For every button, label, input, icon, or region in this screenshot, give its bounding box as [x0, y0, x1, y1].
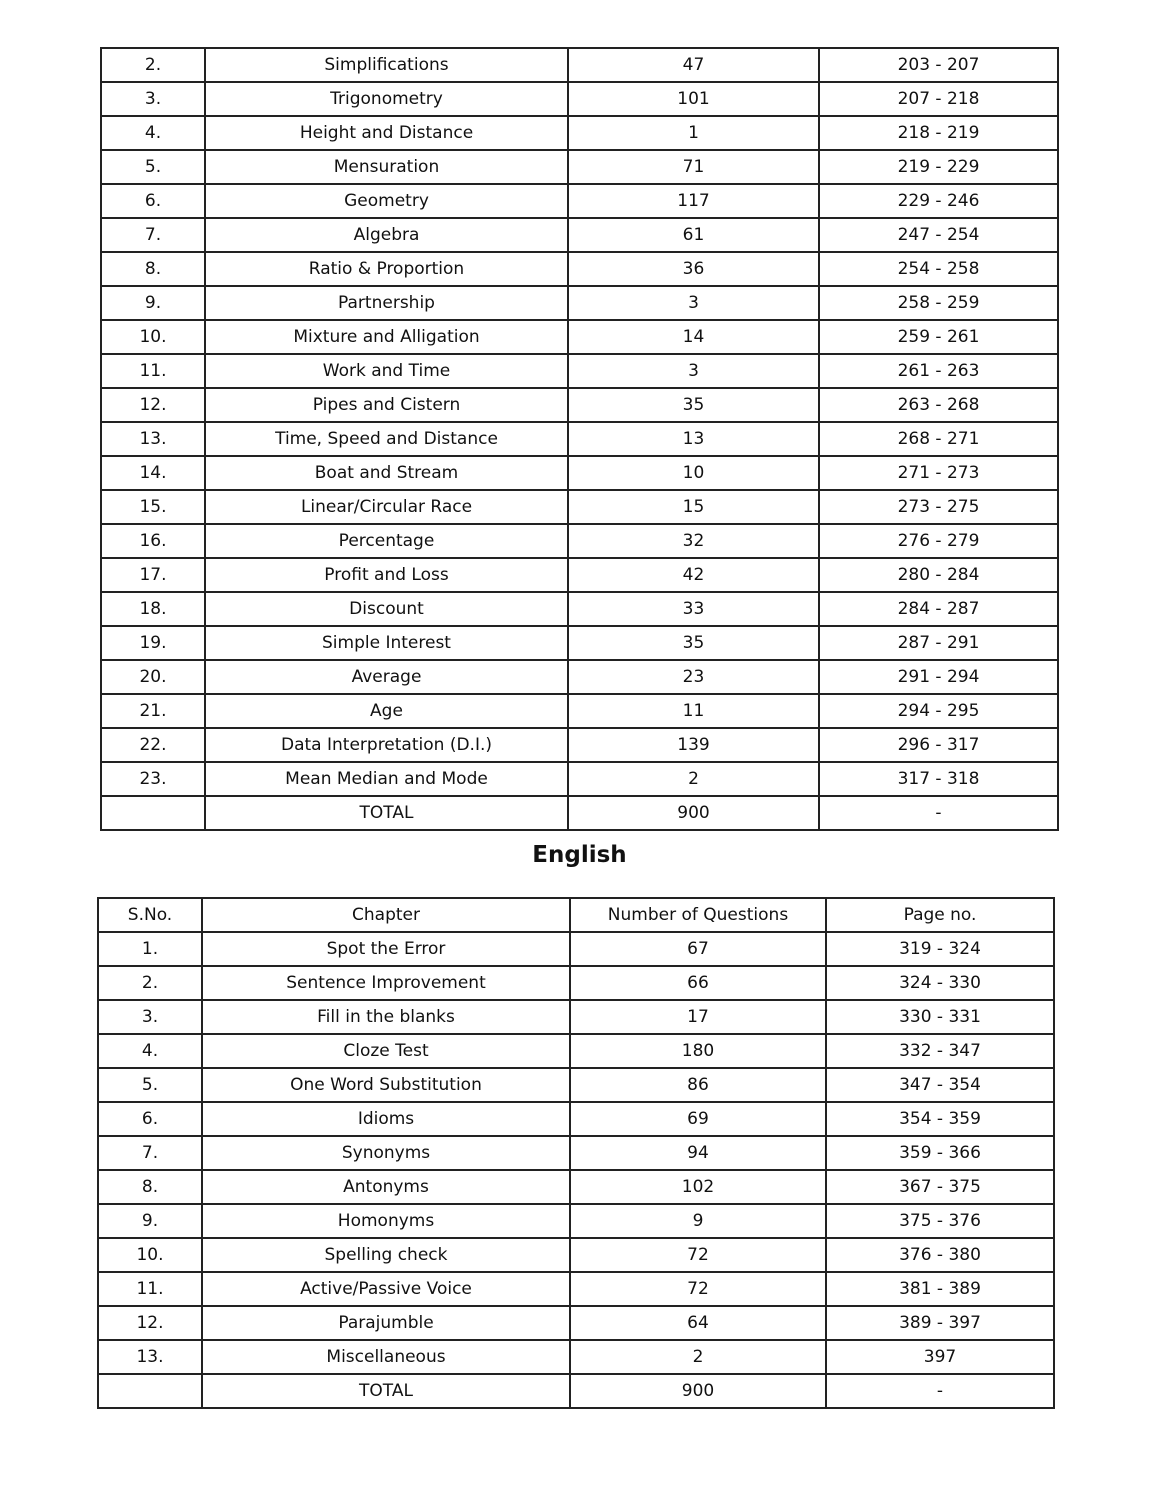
table-row [98, 1000, 1054, 1034]
table-row [101, 626, 1058, 660]
row-sno: 3. [98, 1000, 202, 1034]
row-questions: 102 [570, 1170, 826, 1204]
row-chapter: Height and Distance [205, 116, 568, 150]
table-row [101, 796, 1058, 830]
table-row [98, 1374, 1054, 1408]
row-pages: 284 - 287 [819, 592, 1058, 626]
row-sno: 23. [101, 762, 205, 796]
row-sno: 17. [101, 558, 205, 592]
row-chapter: One Word Substitution [202, 1068, 570, 1102]
table-row [101, 490, 1058, 524]
table-row [98, 966, 1054, 1000]
row-questions: 86 [570, 1068, 826, 1102]
table-row [101, 184, 1058, 218]
row-sno: 4. [98, 1034, 202, 1068]
row-pages: 261 - 263 [819, 354, 1058, 388]
row-pages: 291 - 294 [819, 660, 1058, 694]
table-row [101, 456, 1058, 490]
row-pages: 258 - 259 [819, 286, 1058, 320]
row-chapter: Work and Time [205, 354, 568, 388]
row-chapter: Percentage [205, 524, 568, 558]
row-sno: 20. [101, 660, 205, 694]
row-pages: 381 - 389 [826, 1272, 1054, 1306]
table-row [101, 592, 1058, 626]
row-sno: 4. [101, 116, 205, 150]
row-pages: 276 - 279 [819, 524, 1058, 558]
row-pages: 330 - 331 [826, 1000, 1054, 1034]
table-row [101, 286, 1058, 320]
table-row [98, 1170, 1054, 1204]
row-sno: 3. [101, 82, 205, 116]
row-questions: 900 [568, 796, 819, 830]
row-questions: 11 [568, 694, 819, 728]
header-pages: Page no. [826, 898, 1054, 932]
row-pages: 324 - 330 [826, 966, 1054, 1000]
row-questions: 14 [568, 320, 819, 354]
table-row [101, 218, 1058, 252]
row-chapter: Homonyms [202, 1204, 570, 1238]
row-questions: 67 [570, 932, 826, 966]
row-pages: 354 - 359 [826, 1102, 1054, 1136]
row-questions: 900 [570, 1374, 826, 1408]
row-chapter: Idioms [202, 1102, 570, 1136]
table-row [101, 48, 1058, 82]
table-row [98, 1306, 1054, 1340]
english-section-title: English [532, 842, 627, 868]
row-pages: 296 - 317 [819, 728, 1058, 762]
row-chapter: Fill in the blanks [202, 1000, 570, 1034]
table-row [98, 1238, 1054, 1272]
row-chapter: Synonyms [202, 1136, 570, 1170]
row-chapter: Antonyms [202, 1170, 570, 1204]
row-chapter: Sentence Improvement [202, 966, 570, 1000]
table-row [98, 1204, 1054, 1238]
row-pages: 389 - 397 [826, 1306, 1054, 1340]
row-chapter: Mensuration [205, 150, 568, 184]
table-row [101, 660, 1058, 694]
row-questions: 71 [568, 150, 819, 184]
row-questions: 69 [570, 1102, 826, 1136]
row-questions: 42 [568, 558, 819, 592]
row-chapter: TOTAL [205, 796, 568, 830]
row-questions: 13 [568, 422, 819, 456]
row-sno: 8. [98, 1170, 202, 1204]
table-row [101, 422, 1058, 456]
header-sno: S.No. [98, 898, 202, 932]
row-questions: 139 [568, 728, 819, 762]
table-row [98, 1068, 1054, 1102]
table-row [101, 388, 1058, 422]
row-questions: 23 [568, 660, 819, 694]
row-pages: 268 - 271 [819, 422, 1058, 456]
row-pages: 203 - 207 [819, 48, 1058, 82]
row-sno: 21. [101, 694, 205, 728]
row-questions: 33 [568, 592, 819, 626]
row-pages: 359 - 366 [826, 1136, 1054, 1170]
table-row [98, 1272, 1054, 1306]
row-sno: 6. [98, 1102, 202, 1136]
row-questions: 72 [570, 1238, 826, 1272]
table-row [98, 932, 1054, 966]
row-chapter: Average [205, 660, 568, 694]
row-chapter: Partnership [205, 286, 568, 320]
row-questions: 17 [570, 1000, 826, 1034]
row-chapter: Miscellaneous [202, 1340, 570, 1374]
row-chapter: Boat and Stream [205, 456, 568, 490]
table-row [98, 1034, 1054, 1068]
row-questions: 1 [568, 116, 819, 150]
row-questions: 2 [568, 762, 819, 796]
row-sno: 22. [101, 728, 205, 762]
row-pages: - [826, 1374, 1054, 1408]
row-sno: 13. [101, 422, 205, 456]
row-sno [101, 796, 205, 830]
row-questions: 72 [570, 1272, 826, 1306]
row-chapter: Trigonometry [205, 82, 568, 116]
row-questions: 35 [568, 388, 819, 422]
row-pages: 319 - 324 [826, 932, 1054, 966]
table-row [101, 150, 1058, 184]
row-pages: - [819, 796, 1058, 830]
row-sno: 10. [101, 320, 205, 354]
row-sno: 11. [101, 354, 205, 388]
row-pages: 219 - 229 [819, 150, 1058, 184]
row-pages: 207 - 218 [819, 82, 1058, 116]
row-questions: 94 [570, 1136, 826, 1170]
row-pages: 280 - 284 [819, 558, 1058, 592]
row-pages: 347 - 354 [826, 1068, 1054, 1102]
row-questions: 66 [570, 966, 826, 1000]
table-row [101, 762, 1058, 796]
row-chapter: Pipes and Cistern [205, 388, 568, 422]
row-chapter: Simple Interest [205, 626, 568, 660]
row-pages: 376 - 380 [826, 1238, 1054, 1272]
row-sno: 5. [101, 150, 205, 184]
row-questions: 47 [568, 48, 819, 82]
row-pages: 273 - 275 [819, 490, 1058, 524]
row-chapter: Age [205, 694, 568, 728]
table-row [101, 524, 1058, 558]
table-row [101, 354, 1058, 388]
row-sno: 14. [101, 456, 205, 490]
row-pages: 397 [826, 1340, 1054, 1374]
header-chapter: Chapter [202, 898, 570, 932]
table-row [98, 1136, 1054, 1170]
row-sno: 19. [101, 626, 205, 660]
row-pages: 259 - 261 [819, 320, 1058, 354]
table-row [98, 1102, 1054, 1136]
row-questions: 3 [568, 286, 819, 320]
table-row [101, 82, 1058, 116]
table-row [101, 116, 1058, 150]
row-chapter: Linear/Circular Race [205, 490, 568, 524]
row-questions: 101 [568, 82, 819, 116]
row-pages: 229 - 246 [819, 184, 1058, 218]
row-chapter: Profit and Loss [205, 558, 568, 592]
table-row [101, 728, 1058, 762]
row-questions: 35 [568, 626, 819, 660]
row-chapter: TOTAL [202, 1374, 570, 1408]
row-chapter: Parajumble [202, 1306, 570, 1340]
row-questions: 9 [570, 1204, 826, 1238]
row-sno: 2. [101, 48, 205, 82]
row-chapter: Mixture and Alligation [205, 320, 568, 354]
row-chapter: Mean Median and Mode [205, 762, 568, 796]
row-chapter: Data Interpretation (D.I.) [205, 728, 568, 762]
table-row [101, 252, 1058, 286]
row-chapter: Algebra [205, 218, 568, 252]
row-sno: 12. [101, 388, 205, 422]
table-row [101, 320, 1058, 354]
row-pages: 317 - 318 [819, 762, 1058, 796]
row-pages: 287 - 291 [819, 626, 1058, 660]
row-questions: 3 [568, 354, 819, 388]
row-chapter: Spot the Error [202, 932, 570, 966]
math-chapters-table [100, 47, 1059, 831]
row-chapter: Active/Passive Voice [202, 1272, 570, 1306]
row-pages: 294 - 295 [819, 694, 1058, 728]
row-pages: 263 - 268 [819, 388, 1058, 422]
table-header-row [98, 898, 1054, 932]
row-sno: 6. [101, 184, 205, 218]
table-row [98, 1340, 1054, 1374]
row-sno: 7. [98, 1136, 202, 1170]
row-sno: 9. [98, 1204, 202, 1238]
row-questions: 2 [570, 1340, 826, 1374]
row-pages: 254 - 258 [819, 252, 1058, 286]
header-questions: Number of Questions [570, 898, 826, 932]
table-row [101, 558, 1058, 592]
row-sno: 13. [98, 1340, 202, 1374]
row-sno: 1. [98, 932, 202, 966]
row-pages: 247 - 254 [819, 218, 1058, 252]
row-pages: 375 - 376 [826, 1204, 1054, 1238]
row-sno [98, 1374, 202, 1408]
row-chapter: Ratio & Proportion [205, 252, 568, 286]
row-sno: 8. [101, 252, 205, 286]
row-sno: 16. [101, 524, 205, 558]
row-chapter: Time, Speed and Distance [205, 422, 568, 456]
row-questions: 36 [568, 252, 819, 286]
row-chapter: Discount [205, 592, 568, 626]
table-row [101, 694, 1058, 728]
row-questions: 15 [568, 490, 819, 524]
row-chapter: Simplifications [205, 48, 568, 82]
row-pages: 218 - 219 [819, 116, 1058, 150]
row-pages: 332 - 347 [826, 1034, 1054, 1068]
row-questions: 117 [568, 184, 819, 218]
row-pages: 367 - 375 [826, 1170, 1054, 1204]
row-chapter: Spelling check [202, 1238, 570, 1272]
row-sno: 7. [101, 218, 205, 252]
row-sno: 15. [101, 490, 205, 524]
row-sno: 10. [98, 1238, 202, 1272]
row-questions: 180 [570, 1034, 826, 1068]
row-sno: 12. [98, 1306, 202, 1340]
row-questions: 64 [570, 1306, 826, 1340]
row-questions: 61 [568, 218, 819, 252]
row-sno: 5. [98, 1068, 202, 1102]
row-sno: 18. [101, 592, 205, 626]
row-chapter: Geometry [205, 184, 568, 218]
row-sno: 11. [98, 1272, 202, 1306]
row-pages: 271 - 273 [819, 456, 1058, 490]
row-sno: 2. [98, 966, 202, 1000]
row-chapter: Cloze Test [202, 1034, 570, 1068]
row-questions: 10 [568, 456, 819, 490]
row-sno: 9. [101, 286, 205, 320]
row-questions: 32 [568, 524, 819, 558]
english-chapters-table [97, 897, 1055, 1409]
